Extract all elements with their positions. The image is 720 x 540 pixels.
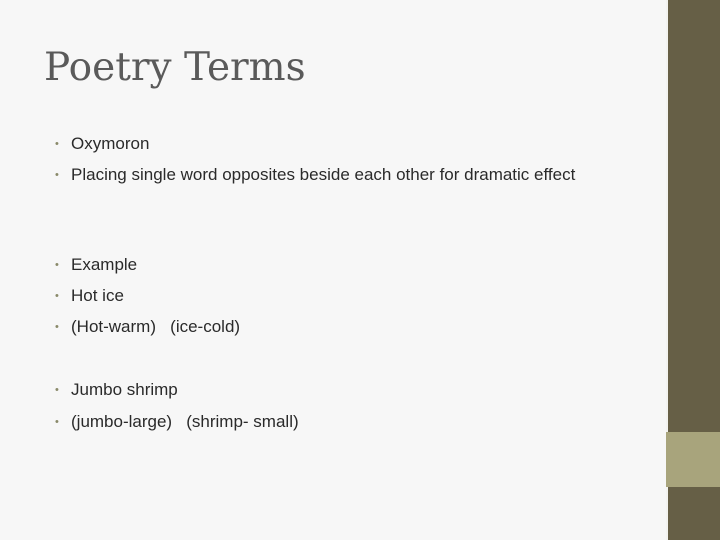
bullet-marker-icon: • <box>55 138 59 150</box>
bullet-item <box>53 252 623 278</box>
bullet-item <box>53 377 623 403</box>
slide-side-bar-accent <box>666 432 720 487</box>
bullet-item <box>53 314 623 340</box>
bullet-text: Example <box>71 255 138 274</box>
bullet-text: Hot ice <box>71 286 124 305</box>
bullet-text: (Hot-warm) (ice-cold) <box>71 317 241 336</box>
bullet-item <box>53 162 623 188</box>
bullet-marker-icon: • <box>55 169 59 181</box>
bullet-item <box>53 131 623 157</box>
bullet-marker-icon: • <box>55 321 59 333</box>
bullet-marker-icon: • <box>55 416 59 428</box>
bullet-marker-icon: • <box>55 384 59 396</box>
slide-title: Poetry Terms <box>44 45 306 90</box>
bullet-text: (jumbo-large) (shrimp- small) <box>71 412 299 431</box>
bullet-item <box>53 409 623 435</box>
bullet-text: Placing single word opposites beside each other for dramatic effect <box>71 165 576 184</box>
bullet-marker-icon: • <box>55 259 59 271</box>
bullet-marker-icon: • <box>55 290 59 302</box>
bullet-item <box>53 283 623 309</box>
bullet-text: Jumbo shrimp <box>71 380 178 399</box>
bullet-text: Oxymoron <box>71 134 150 153</box>
